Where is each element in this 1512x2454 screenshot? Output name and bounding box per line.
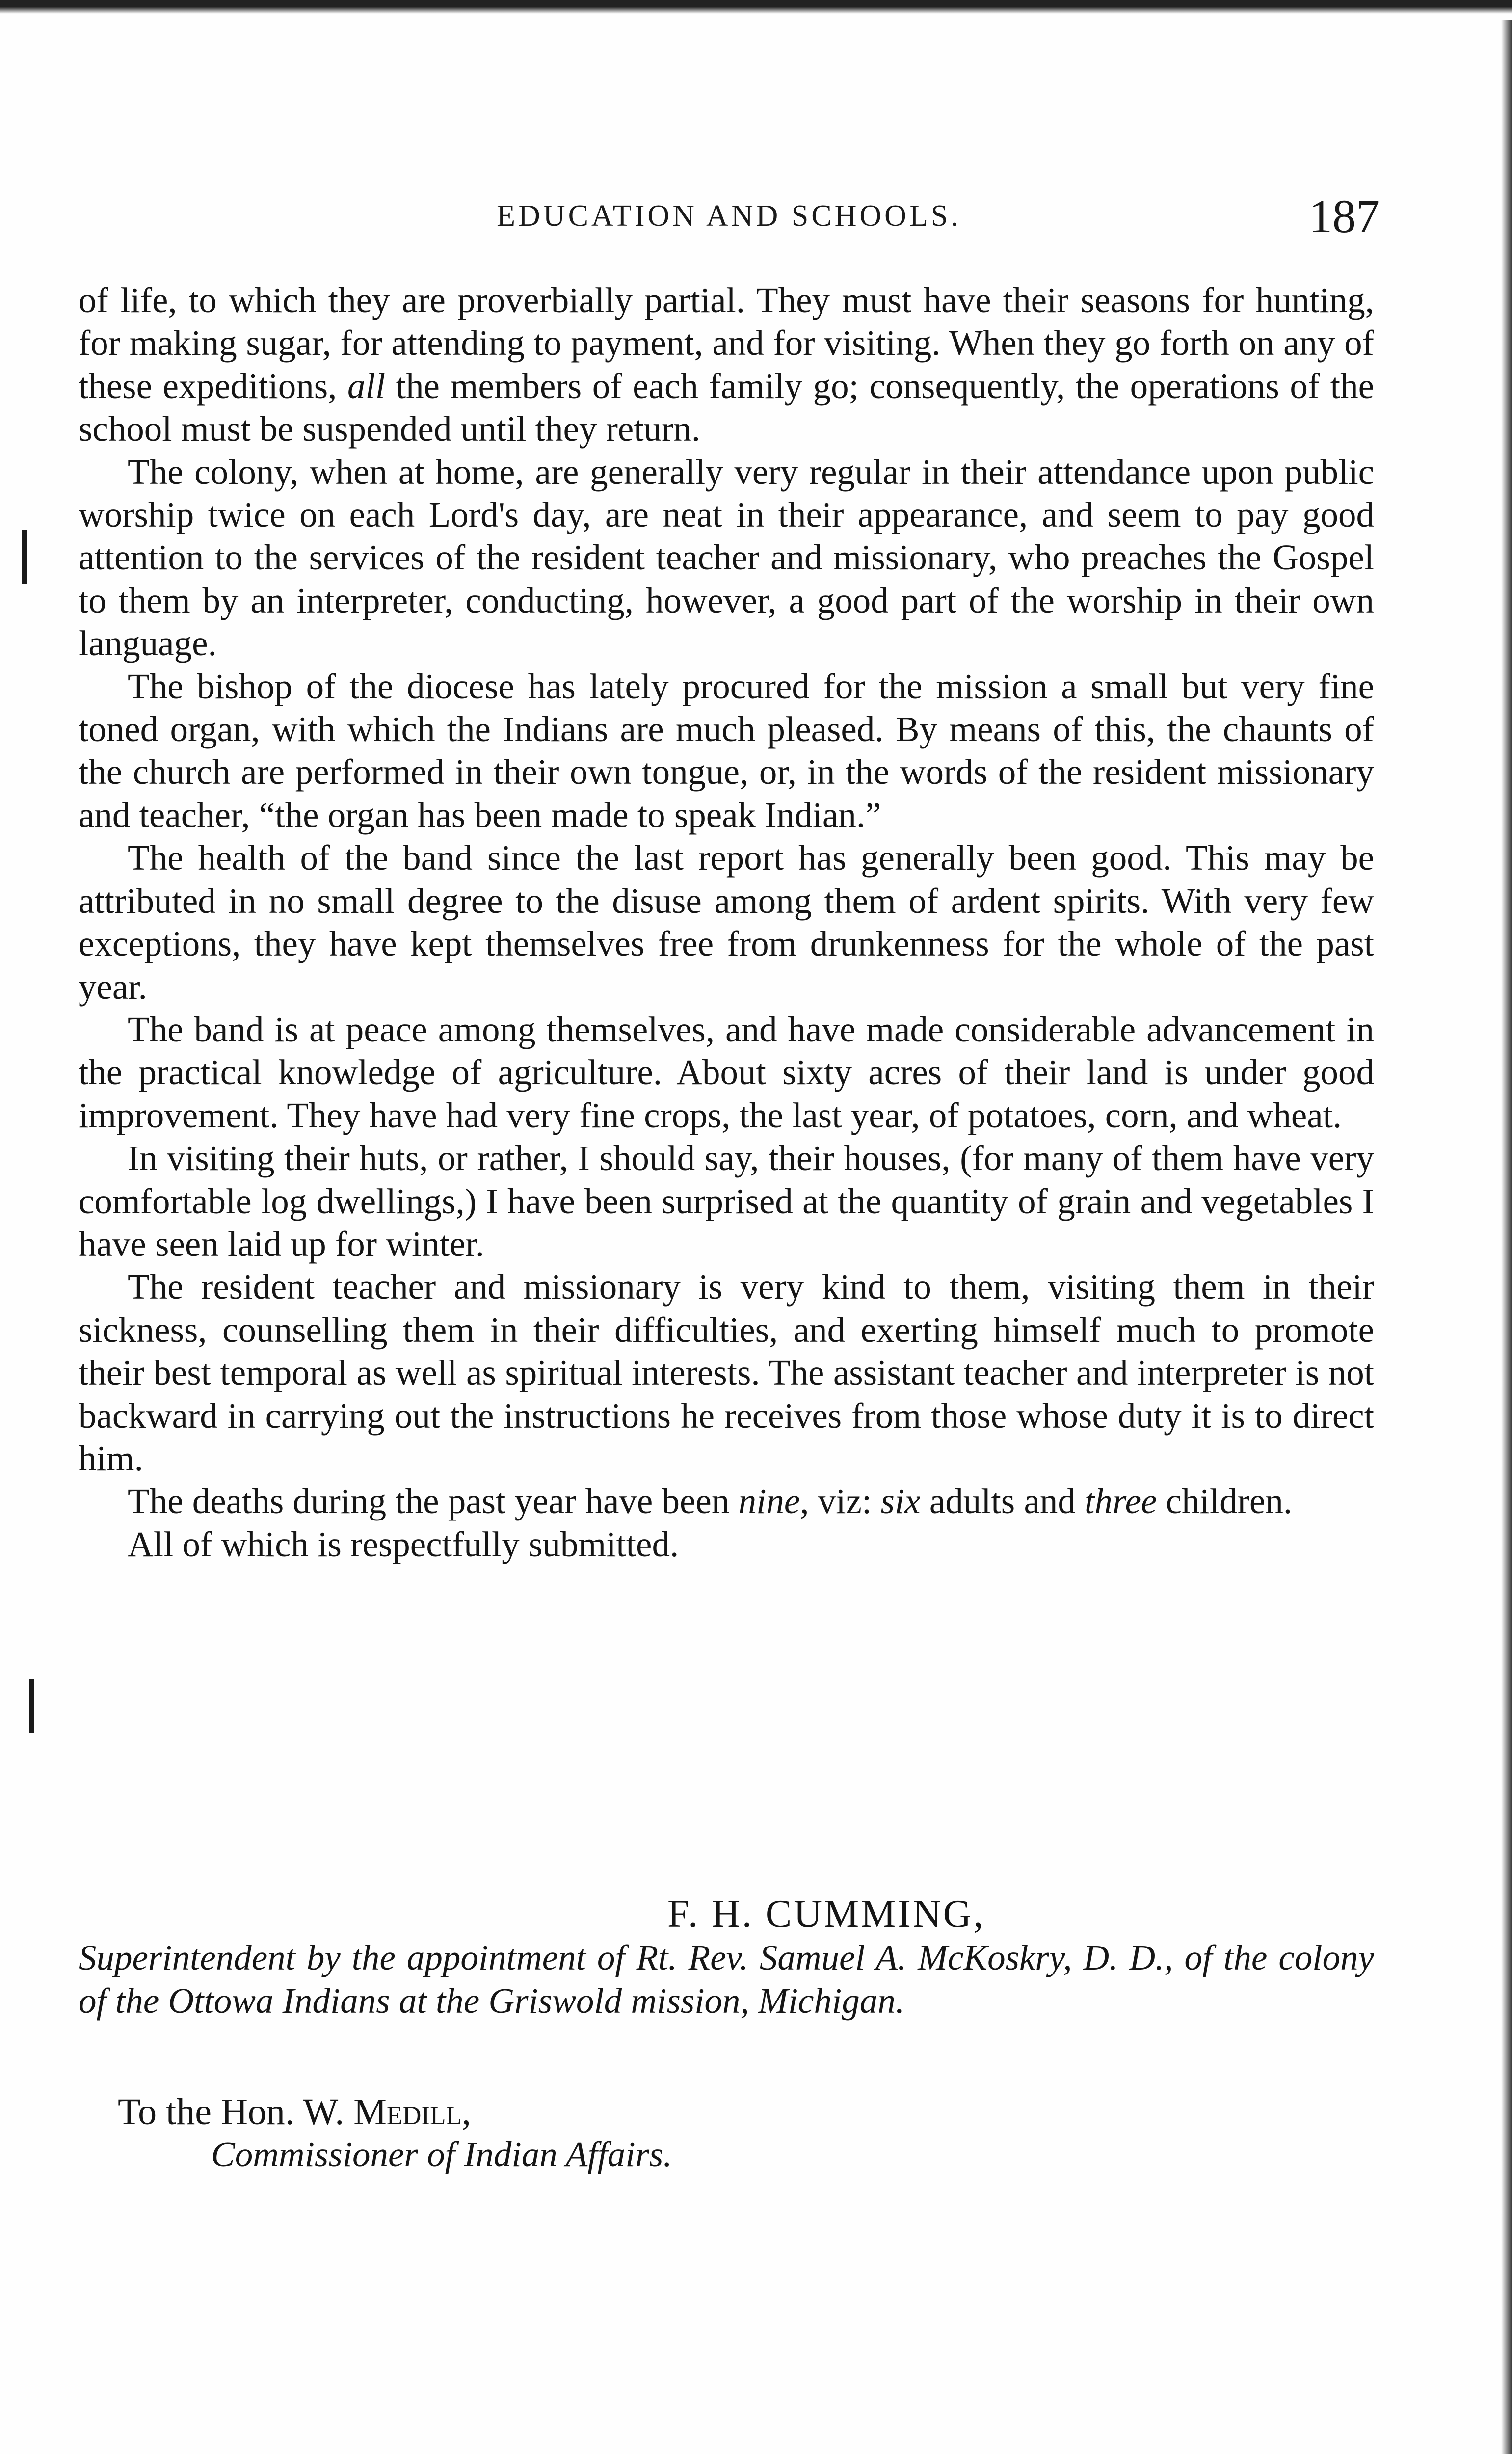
margin-mark: [29, 1679, 34, 1733]
text-run: In visiting their huts, or rather, I should say, their houses, (for many of them have very comfortable log dwellings,) I have been surprised at the quantity of grain and vegetables I have seen laid up for winter.: [79, 1138, 1374, 1264]
paragraph: [79, 451, 1374, 665]
paragraph: [79, 1523, 1374, 1566]
addressee-title: Commissioner of Indian Affairs.: [211, 2134, 672, 2174]
text-run: The resident teacher and missionary is very kind to them, visiting them in their sickness, counselling them in their difficulties, and exerting himself much to promote their best temporal as well as spiritual interests. The assistant teacher and interpreter is not backward in carrying out the instructions he receives from those whose duty it is to direct him.: [79, 1267, 1374, 1478]
paragraph: [79, 665, 1374, 837]
paragraph: [79, 836, 1374, 1008]
text-run: The health of the band since the last report has generally been good. This may be attributed in no small degree to the disuse among them of ardent spirits. With very few exceptions, they have kept themselves free from drunkenness for the whole of the past year.: [79, 838, 1374, 1007]
italic-text: all: [347, 366, 386, 406]
addressee-suffix: ,: [461, 2091, 471, 2133]
paragraph: [79, 279, 1374, 451]
page-number: 187: [1309, 190, 1379, 242]
paragraph: [79, 1265, 1374, 1480]
italic-text: nine: [738, 1481, 800, 1521]
page-header: [79, 189, 1379, 258]
signature-title: Superintendent by the appointment of Rt. Rev. Samuel A. McKoskry, D. D., of the colony of the Ottowa Indians at the Griswold mission, Michigan.: [79, 1938, 1374, 2021]
text-run: adults and: [920, 1481, 1085, 1521]
italic-text: six: [880, 1481, 921, 1521]
text-run: The band is at peace among themselves, and have made considerable advancement in the practical knowledge of agriculture. About sixty acres of their land is under good improvement. They have had very fine crops, the last year, of potatoes, corn, and wheat.: [79, 1009, 1374, 1135]
margin-mark: [22, 530, 27, 584]
text-run: , viz:: [800, 1481, 881, 1521]
running-head: EDUCATION AND SCHOOLS.: [497, 199, 961, 233]
text-run: All of which is respectfully submitted.: [128, 1524, 679, 1564]
italic-text: three: [1085, 1481, 1157, 1521]
addressee: [118, 2091, 471, 2134]
signature-name: F. H. CUMMING,: [667, 1893, 985, 1936]
addressee-prefix: To the Hon. W.: [118, 2091, 354, 2133]
paragraph: [79, 1008, 1374, 1137]
text-run: The bishop of the diocese has lately procured for the mission a small but very fine toned organ, with which the Indians are much pleased. By means of this, the chaunts of the church are performed in their own tongue, or, in the words of the resident missionary and teacher, “the organ has been made to speak Indian.”: [79, 666, 1374, 835]
paragraph: [79, 1137, 1374, 1265]
body-text: [79, 279, 1374, 1566]
addressee-surname: Medill: [353, 2091, 462, 2133]
paragraph: [79, 1480, 1374, 1522]
text-run: the members of each family go; consequently, the operations of the school must be suspended until they return.: [79, 366, 1374, 449]
text-run: of life, to which they are proverbially partial. They must have their seasons for hunting, for making sugar, for attending to payment, and for visiting. When they go forth on any of these expeditions,: [79, 280, 1374, 406]
page-right-edge: [1501, 20, 1512, 2454]
text-run: children.: [1157, 1481, 1293, 1521]
text-run: The colony, when at home, are generally very regular in their attendance upon public worship twice on each Lord's day, are neat in their appearance, and seem to pay good attention to the services of the resident teacher and missionary, who preaches the Gospel to them by an interpreter, conducting, however, a good part of the worship in their own language.: [79, 452, 1374, 664]
text-run: The deaths during the past year have been: [128, 1481, 739, 1521]
page-top-edge: [0, 0, 1512, 14]
